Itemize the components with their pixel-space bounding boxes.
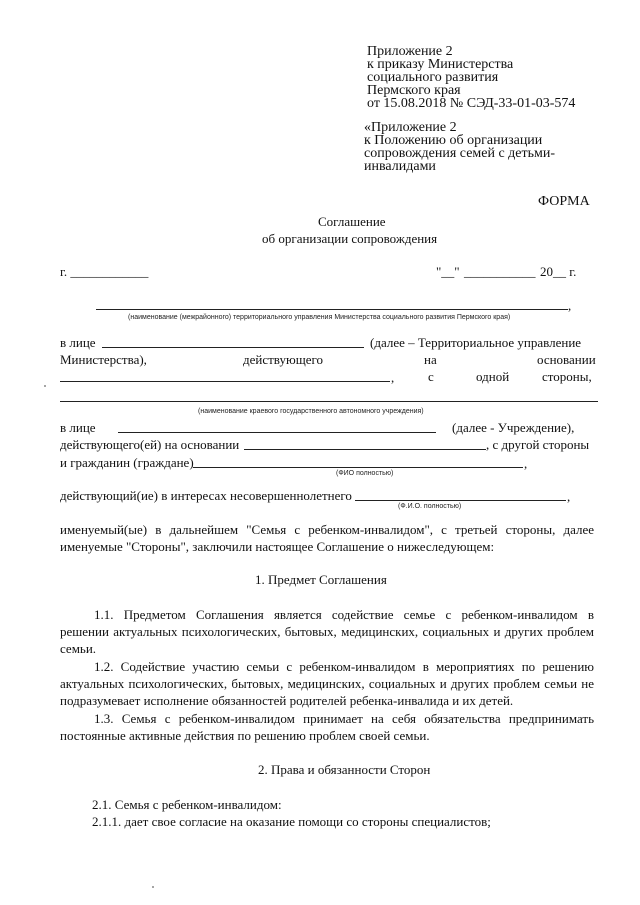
section-2-heading: 2. Права и обязанности Сторон [258,762,431,777]
blank-line-person-2 [118,432,436,433]
text-acting: действующего [243,352,323,367]
blank-line-basis-2 [244,449,486,450]
blank-line-territorial [96,309,568,310]
date-year-field: 20__ г. [540,264,577,279]
appendix-line: «Приложение 2 [364,120,457,135]
text-ministry: Министерства), [60,352,147,367]
text-in-person-2: в лице [60,420,96,435]
section-1-heading: 1. Предмет Соглашения [255,572,387,587]
caption-institution: (наименование краевого государственного автономного учреждения) [198,408,424,415]
date-day-field: "__" [436,264,460,279]
appendix-line: социального развития [367,70,499,85]
text-territorial-note: (далее – Территориальное управление [370,335,582,350]
para-1-2-line-2: актуальных психологических, бытовых, медицинских, социальных и других проблем семьи не [60,676,594,691]
appendix-line: от 15.08.2018 № СЭД-33-01-03-574 [367,96,576,111]
blank-line-institution [60,401,598,402]
trailing-comma: , [391,370,395,385]
city-field: г. ____________ [60,264,149,279]
document-subtitle: об организации сопровождения [262,231,438,246]
appendix-block-2 [364,121,555,173]
named-line-1: именуемый(ые) в дальнейшем "Семья с ребенком-инвалидом", с третьей стороны, далее [60,522,594,537]
text-other-side: , с другой стороны [486,437,590,452]
text-side: стороны, [542,369,592,384]
appendix-line: к Положению об организации [364,133,543,148]
para-1-1-line-2: решении актуальных психологических, бытовых, медицинских, социальных и других проблем [60,624,594,639]
appendix-line: к приказу Министерства [367,57,514,72]
para-1-3-line-2: постоянные активные действия по решению проблем своей семьи. [60,728,430,743]
para-1-2-line-1: 1.2. Содействие участию семьи с ребенком-инвалидом в мероприятиях по решению [94,659,594,674]
blank-line-person-1 [102,347,364,348]
caption-fio-full: (ФИО полностью) [336,470,394,477]
para-1-1-line-1: 1.1. Предметом Соглашения является содействие семье с ребенком-инвалидом в [94,607,594,622]
scan-speck [152,886,154,888]
appendix-line: инвалидами [364,159,436,174]
text-with: с [428,369,434,384]
appendix-line: Пермского края [367,83,461,98]
scan-speck [44,385,46,387]
appendix-line: сопровождения семей с детьми- [364,146,556,161]
text-on: на [424,352,437,367]
text-basis: основании [537,352,596,367]
para-1-3-line-1: 1.3. Семья с ребенком-инвалидом принимает на себя обязательства предпринимать [94,711,594,726]
para-1-1-line-3: семьи. [60,641,97,656]
para-2-1: 2.1. Семья с ребенком-инвалидом: [92,797,282,812]
appendix-block [367,45,575,110]
named-line-2: именуемые "Стороны", заключили настоящее Соглашение о нижеследующем: [60,539,495,554]
document-title: Соглашение [318,214,386,229]
para-2-1-1: 2.1.1. дает свое согласие на оказание помощи со стороны специалистов; [92,814,491,829]
form-label: ФОРМА [538,194,590,209]
text-acting-interests: действующий(ие) в интересах несовершеннолетнего [60,488,352,503]
text-citizen: и гражданин (граждане) [60,455,194,470]
blank-line-minor [355,500,566,501]
text-in-person: в лице [60,335,96,350]
appendix-line: Приложение 2 [367,44,453,59]
text-acting-basis: действующего(ей) на основании [60,437,240,452]
caption-territorial: (наименование (межрайонного) территориального управления Министерства социального развития Пермского края) [128,314,511,321]
trailing-comma: , [524,456,528,471]
blank-line-citizen [193,467,523,468]
para-1-2-line-3: подразумевает исполнение обязанностей родителей ребенка-инвалида и их детей. [60,693,514,708]
text-one: одной [476,369,510,384]
trailing-comma: , [567,489,571,504]
date-month-field: ___________ [464,264,536,279]
text-institution-note: (далее - Учреждение), [452,420,575,435]
trailing-comma: , [568,298,572,313]
blank-line-basis-1 [60,381,390,382]
caption-fio-short: (Ф.И.О. полностью) [398,503,462,510]
